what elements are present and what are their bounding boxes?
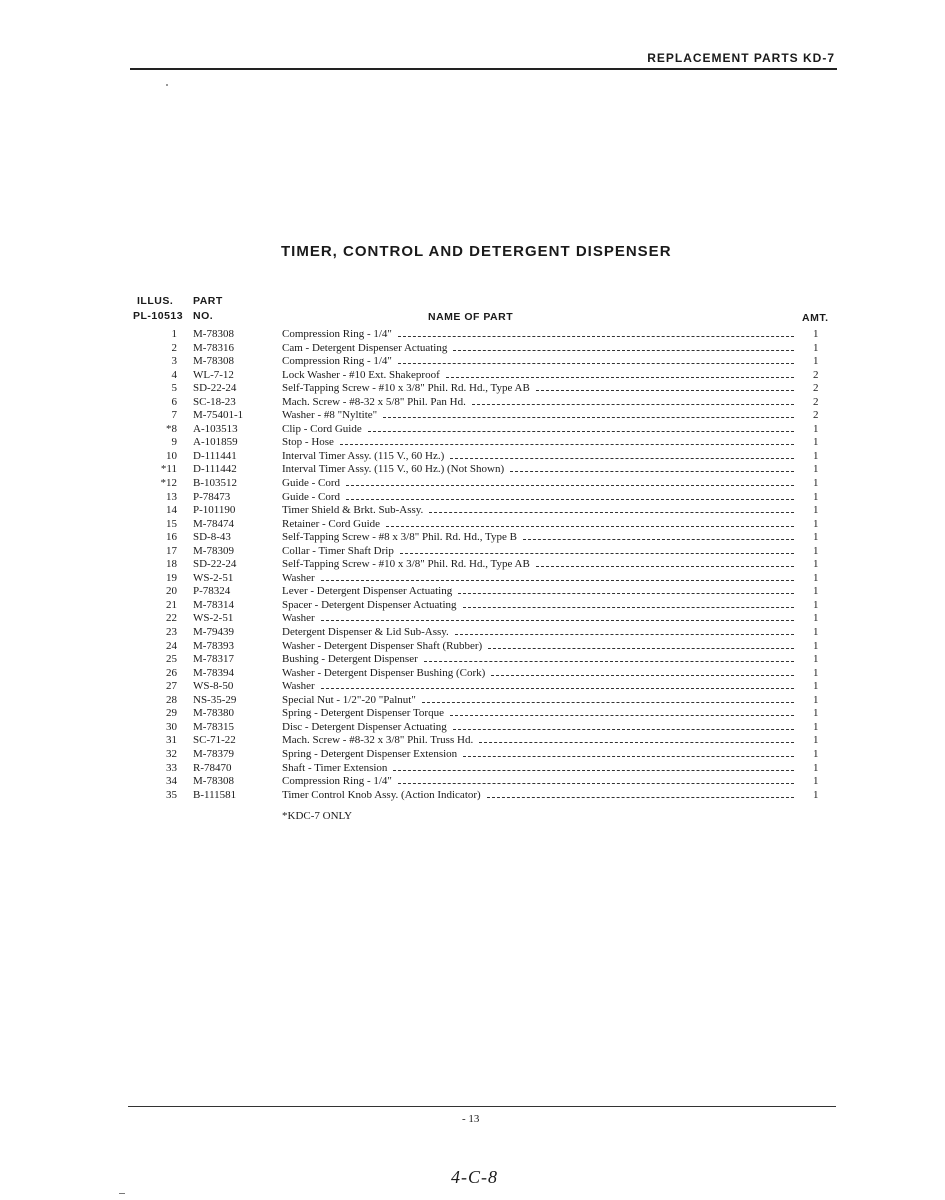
part-name: Washer - #8 "Nyltite"	[282, 409, 378, 422]
part-description	[282, 558, 794, 571]
part-name: Collar - Timer Shaft Drip	[282, 544, 394, 557]
column-header-name-of-part: NAME OF PART	[428, 311, 514, 323]
illus-number: 23	[166, 626, 177, 639]
part-number: B-103512	[193, 477, 237, 490]
part-number: M-78308	[193, 355, 234, 368]
table-row	[0, 450, 945, 464]
table-row	[0, 653, 945, 667]
table-row	[0, 545, 945, 559]
table-row	[0, 680, 945, 694]
part-amount: 1	[813, 626, 819, 639]
part-amount: 1	[813, 639, 819, 652]
table-row	[0, 355, 945, 369]
illus-number: *8	[166, 422, 177, 435]
part-name: Special Nut - 1/2"-20 "Palnut"	[282, 693, 416, 706]
part-name: Washer	[282, 612, 315, 625]
part-name: Compression Ring - 1/4"	[282, 775, 392, 788]
part-number: M-79439	[193, 626, 234, 639]
illus-number: 14	[166, 504, 177, 517]
table-row	[0, 491, 945, 505]
dash-leader	[400, 553, 794, 554]
part-amount: 1	[813, 666, 819, 679]
illus-number: 29	[166, 707, 177, 720]
part-number: M-78394	[193, 666, 234, 679]
part-name: Lever - Detergent Dispenser Actuating	[282, 585, 453, 598]
part-amount: 2	[813, 368, 819, 381]
illus-number: 34	[166, 775, 177, 788]
part-amount: 1	[813, 747, 819, 760]
dash-leader	[487, 797, 794, 798]
table-row	[0, 342, 945, 356]
illus-number: 17	[166, 544, 177, 557]
illus-number: 31	[166, 734, 177, 747]
part-number: M-78315	[193, 720, 234, 733]
part-description	[282, 585, 794, 598]
part-description	[282, 545, 794, 558]
part-name: Washer - Detergent Dispenser Shaft (Rubber)	[282, 639, 483, 652]
illus-number: 24	[166, 639, 177, 652]
part-number: A-101859	[193, 436, 238, 449]
illus-number: 10	[166, 449, 177, 462]
dash-leader	[321, 620, 794, 621]
part-amount: 1	[813, 680, 819, 693]
illus-number: *12	[160, 477, 177, 490]
part-description	[282, 707, 794, 720]
part-number: D-111441	[193, 449, 237, 462]
dash-leader	[453, 350, 794, 351]
illus-number: 13	[166, 490, 177, 503]
footnote: *KDC-7 ONLY	[282, 810, 353, 822]
page-header-title: REPLACEMENT PARTS KD-7	[647, 51, 835, 65]
dash-leader	[321, 688, 794, 689]
part-description	[282, 748, 794, 761]
part-amount: 1	[813, 355, 819, 368]
part-amount: 1	[813, 328, 819, 340]
dash-leader	[398, 363, 794, 364]
part-description	[282, 477, 794, 490]
part-description	[282, 789, 794, 802]
part-description	[282, 626, 794, 639]
dash-leader	[424, 661, 794, 662]
part-name: Spring - Detergent Dispenser Extension	[282, 747, 458, 760]
corner-mark	[119, 1193, 125, 1194]
part-amount: 1	[813, 436, 819, 449]
part-amount: 1	[813, 653, 819, 666]
part-name: Bushing - Detergent Dispenser	[282, 653, 418, 666]
part-name: Compression Ring - 1/4"	[282, 328, 392, 340]
illus-number: 19	[166, 571, 177, 584]
part-amount: 1	[813, 490, 819, 503]
part-name: Spring - Detergent Dispenser Torque	[282, 707, 444, 720]
part-description	[282, 599, 794, 612]
part-description	[282, 531, 794, 544]
part-name: Interval Timer Assy. (115 V., 60 Hz.)	[282, 449, 445, 462]
illus-number: 2	[171, 341, 177, 354]
part-name: Stop - Hose	[282, 436, 334, 449]
part-name: Detergent Dispenser & Lid Sub-Assy.	[282, 626, 449, 639]
part-number: WS-2-51	[193, 571, 234, 584]
part-number: M-78380	[193, 707, 234, 720]
part-description	[282, 491, 794, 504]
part-name: Self-Tapping Screw - #10 x 3/8" Phil. Rd. Hd., Type AB	[282, 382, 530, 395]
part-name: Self-Tapping Screw - #8 x 3/8" Phil. Rd. Hd., Type B	[282, 531, 517, 544]
illus-number: 27	[166, 680, 177, 693]
illus-number: 30	[166, 720, 177, 733]
illus-number: 9	[171, 436, 177, 449]
illus-number: 28	[166, 693, 177, 706]
part-description	[282, 342, 794, 355]
dash-leader	[463, 607, 794, 608]
part-number: M-78474	[193, 517, 234, 530]
illus-number: 7	[171, 409, 177, 422]
part-amount: 2	[813, 409, 819, 422]
part-description	[282, 355, 794, 368]
table-row	[0, 612, 945, 626]
table-row	[0, 328, 945, 342]
part-description	[282, 328, 794, 341]
part-number: A-103513	[193, 422, 238, 435]
dash-leader	[383, 417, 794, 418]
table-row	[0, 626, 945, 640]
illus-number: 26	[166, 666, 177, 679]
dash-leader	[398, 336, 794, 337]
table-row	[0, 748, 945, 762]
part-name: Shaft - Timer Extension	[282, 761, 388, 774]
illus-number: 20	[166, 585, 177, 598]
illus-number: 4	[171, 368, 177, 381]
column-header-amt: AMT.	[802, 312, 829, 324]
part-description	[282, 721, 794, 734]
part-name: Retainer - Cord Guide	[282, 517, 381, 530]
part-description	[282, 382, 794, 395]
table-row	[0, 789, 945, 803]
part-description	[282, 409, 794, 422]
dash-leader	[472, 404, 794, 405]
part-description	[282, 734, 794, 747]
part-number: M-78314	[193, 598, 234, 611]
dash-leader	[450, 715, 794, 716]
table-row	[0, 734, 945, 748]
part-amount: 1	[813, 422, 819, 435]
part-description	[282, 463, 794, 476]
part-name: Guide - Cord	[282, 490, 341, 503]
illus-number: 21	[166, 598, 177, 611]
part-name: Washer	[282, 571, 315, 584]
part-amount: 1	[813, 558, 819, 571]
dash-leader	[536, 390, 794, 391]
dash-leader	[450, 458, 794, 459]
part-description	[282, 436, 794, 449]
section-title: TIMER, CONTROL AND DETERGENT DISPENSER	[281, 243, 672, 260]
table-row	[0, 369, 945, 383]
part-number: P-78473	[193, 490, 231, 503]
illus-number: 6	[171, 395, 177, 408]
part-description	[282, 369, 794, 382]
part-number: SD-22-24	[193, 382, 237, 395]
table-row	[0, 436, 945, 450]
dash-leader	[455, 634, 794, 635]
part-amount: 1	[813, 531, 819, 544]
dash-leader	[346, 485, 794, 486]
part-number: M-78379	[193, 747, 234, 760]
part-description	[282, 775, 794, 788]
part-amount: 1	[813, 612, 819, 625]
part-description	[282, 612, 794, 625]
part-amount: 1	[813, 775, 819, 788]
part-amount: 2	[813, 395, 819, 408]
part-description	[282, 423, 794, 436]
dash-leader	[340, 444, 794, 445]
dash-leader	[491, 675, 794, 676]
dash-leader	[429, 512, 794, 513]
dash-leader	[321, 580, 794, 581]
part-description	[282, 450, 794, 463]
illus-number: 3	[171, 355, 177, 368]
part-amount: 1	[813, 720, 819, 733]
dash-leader	[488, 648, 794, 649]
part-number: SD-8-43	[193, 531, 231, 544]
page-number: - 13	[462, 1113, 480, 1125]
part-number: P-101190	[193, 504, 236, 517]
part-amount: 1	[813, 598, 819, 611]
part-number: WS-2-51	[193, 612, 234, 625]
part-name: Cam - Detergent Dispenser Actuating	[282, 341, 448, 354]
illus-number: 33	[166, 761, 177, 774]
table-row	[0, 531, 945, 545]
illus-number: 32	[166, 747, 177, 760]
part-number: P-78324	[193, 585, 231, 598]
part-name: Interval Timer Assy. (115 V., 60 Hz.) (Not Shown)	[282, 463, 505, 476]
dash-leader	[536, 566, 794, 567]
table-row	[0, 762, 945, 776]
part-number: R-78470	[193, 761, 232, 774]
part-name: Washer	[282, 680, 315, 693]
table-row	[0, 694, 945, 708]
table-row	[0, 518, 945, 532]
illus-number: 5	[171, 382, 177, 395]
illus-number: 22	[166, 612, 177, 625]
part-amount: 1	[813, 463, 819, 476]
illus-number: 15	[166, 517, 177, 530]
part-description	[282, 680, 794, 693]
part-number: M-78309	[193, 544, 234, 557]
part-amount: 2	[813, 382, 819, 395]
part-description	[282, 653, 794, 666]
part-name: Spacer - Detergent Dispenser Actuating	[282, 598, 457, 611]
table-row	[0, 558, 945, 572]
part-number: M-78308	[193, 328, 234, 340]
part-number: SC-71-22	[193, 734, 236, 747]
part-number: M-75401-1	[193, 409, 244, 422]
part-name: Disc - Detergent Dispenser Actuating	[282, 720, 447, 733]
part-description	[282, 518, 794, 531]
table-row	[0, 477, 945, 491]
part-amount: 1	[813, 477, 819, 490]
table-row	[0, 707, 945, 721]
illus-number: 1	[171, 328, 177, 340]
illus-number: 16	[166, 531, 177, 544]
part-number: WS-8-50	[193, 680, 234, 693]
column-header-part: PART	[193, 295, 223, 307]
column-header-illus: ILLUS.	[137, 295, 174, 307]
part-name: Timer Shield & Brkt. Sub-Assy.	[282, 504, 424, 517]
table-row	[0, 585, 945, 599]
illus-number: 25	[166, 653, 177, 666]
part-number: M-78317	[193, 653, 234, 666]
dash-leader	[368, 431, 794, 432]
part-amount: 1	[813, 341, 819, 354]
table-row	[0, 599, 945, 613]
part-name: Lock Washer - #10 Ext. Shakeproof	[282, 368, 440, 381]
part-number: SC-18-23	[193, 395, 236, 408]
part-amount: 1	[813, 761, 819, 774]
part-name: Clip - Cord Guide	[282, 422, 362, 435]
dash-leader	[398, 783, 794, 784]
part-amount: 1	[813, 504, 819, 517]
parts-list	[0, 328, 945, 802]
part-description	[282, 640, 794, 653]
dash-leader	[458, 593, 794, 594]
dash-leader	[386, 526, 794, 527]
table-row	[0, 667, 945, 681]
dash-leader	[346, 499, 794, 500]
part-number: WL-7-12	[193, 368, 234, 381]
part-number: M-78393	[193, 639, 234, 652]
dash-leader	[446, 377, 794, 378]
part-name: Self-Tapping Screw - #10 x 3/8" Phil. Rd. Hd., Type AB	[282, 558, 530, 571]
part-name: Mach. Screw - #8-32 x 3/8" Phil. Truss Hd.	[282, 734, 474, 747]
part-number: M-78308	[193, 775, 234, 788]
part-number: NS-35-29	[193, 693, 237, 706]
illus-number: 35	[166, 788, 177, 801]
illus-number: *11	[160, 463, 177, 476]
dash-leader	[479, 742, 794, 743]
part-amount: 1	[813, 544, 819, 557]
part-amount: 1	[813, 788, 819, 801]
part-amount: 1	[813, 734, 819, 747]
table-row	[0, 640, 945, 654]
table-row	[0, 504, 945, 518]
illus-number: 18	[166, 558, 177, 571]
table-row	[0, 396, 945, 410]
part-description	[282, 396, 794, 409]
part-name: Compression Ring - 1/4"	[282, 355, 392, 368]
part-name: Mach. Screw - #8-32 x 5/8" Phil. Pan Hd.	[282, 395, 466, 408]
column-header-pl-number: PL-10513	[133, 310, 184, 322]
column-header-no: NO.	[193, 310, 214, 322]
part-number: B-111581	[193, 788, 237, 801]
table-row	[0, 463, 945, 477]
part-number: M-78316	[193, 341, 234, 354]
part-amount: 1	[813, 449, 819, 462]
part-description	[282, 762, 794, 775]
handwritten-reference: 4-C-8	[451, 1167, 498, 1187]
table-row	[0, 721, 945, 735]
dash-leader	[463, 756, 794, 757]
dash-leader	[453, 729, 794, 730]
header-rule	[130, 68, 837, 70]
dash-leader	[523, 539, 794, 540]
dash-leader	[422, 702, 794, 703]
part-description	[282, 504, 794, 517]
part-name: Timer Control Knob Assy. (Action Indicator)	[282, 788, 481, 801]
table-row	[0, 409, 945, 423]
scan-speck	[166, 84, 168, 86]
dash-leader	[393, 770, 794, 771]
part-description	[282, 694, 794, 707]
table-row	[0, 382, 945, 396]
part-amount: 1	[813, 585, 819, 598]
part-amount: 1	[813, 517, 819, 530]
part-number: SD-22-24	[193, 558, 237, 571]
part-amount: 1	[813, 707, 819, 720]
part-name: Guide - Cord	[282, 477, 341, 490]
part-amount: 1	[813, 571, 819, 584]
table-row	[0, 423, 945, 437]
footer-rule	[128, 1106, 836, 1107]
part-name: Washer - Detergent Dispenser Bushing (Cork)	[282, 666, 486, 679]
table-row	[0, 775, 945, 789]
part-number: D-111442	[193, 463, 237, 476]
part-amount: 1	[813, 693, 819, 706]
dash-leader	[510, 471, 794, 472]
table-row	[0, 572, 945, 586]
part-description	[282, 572, 794, 585]
part-description	[282, 667, 794, 680]
